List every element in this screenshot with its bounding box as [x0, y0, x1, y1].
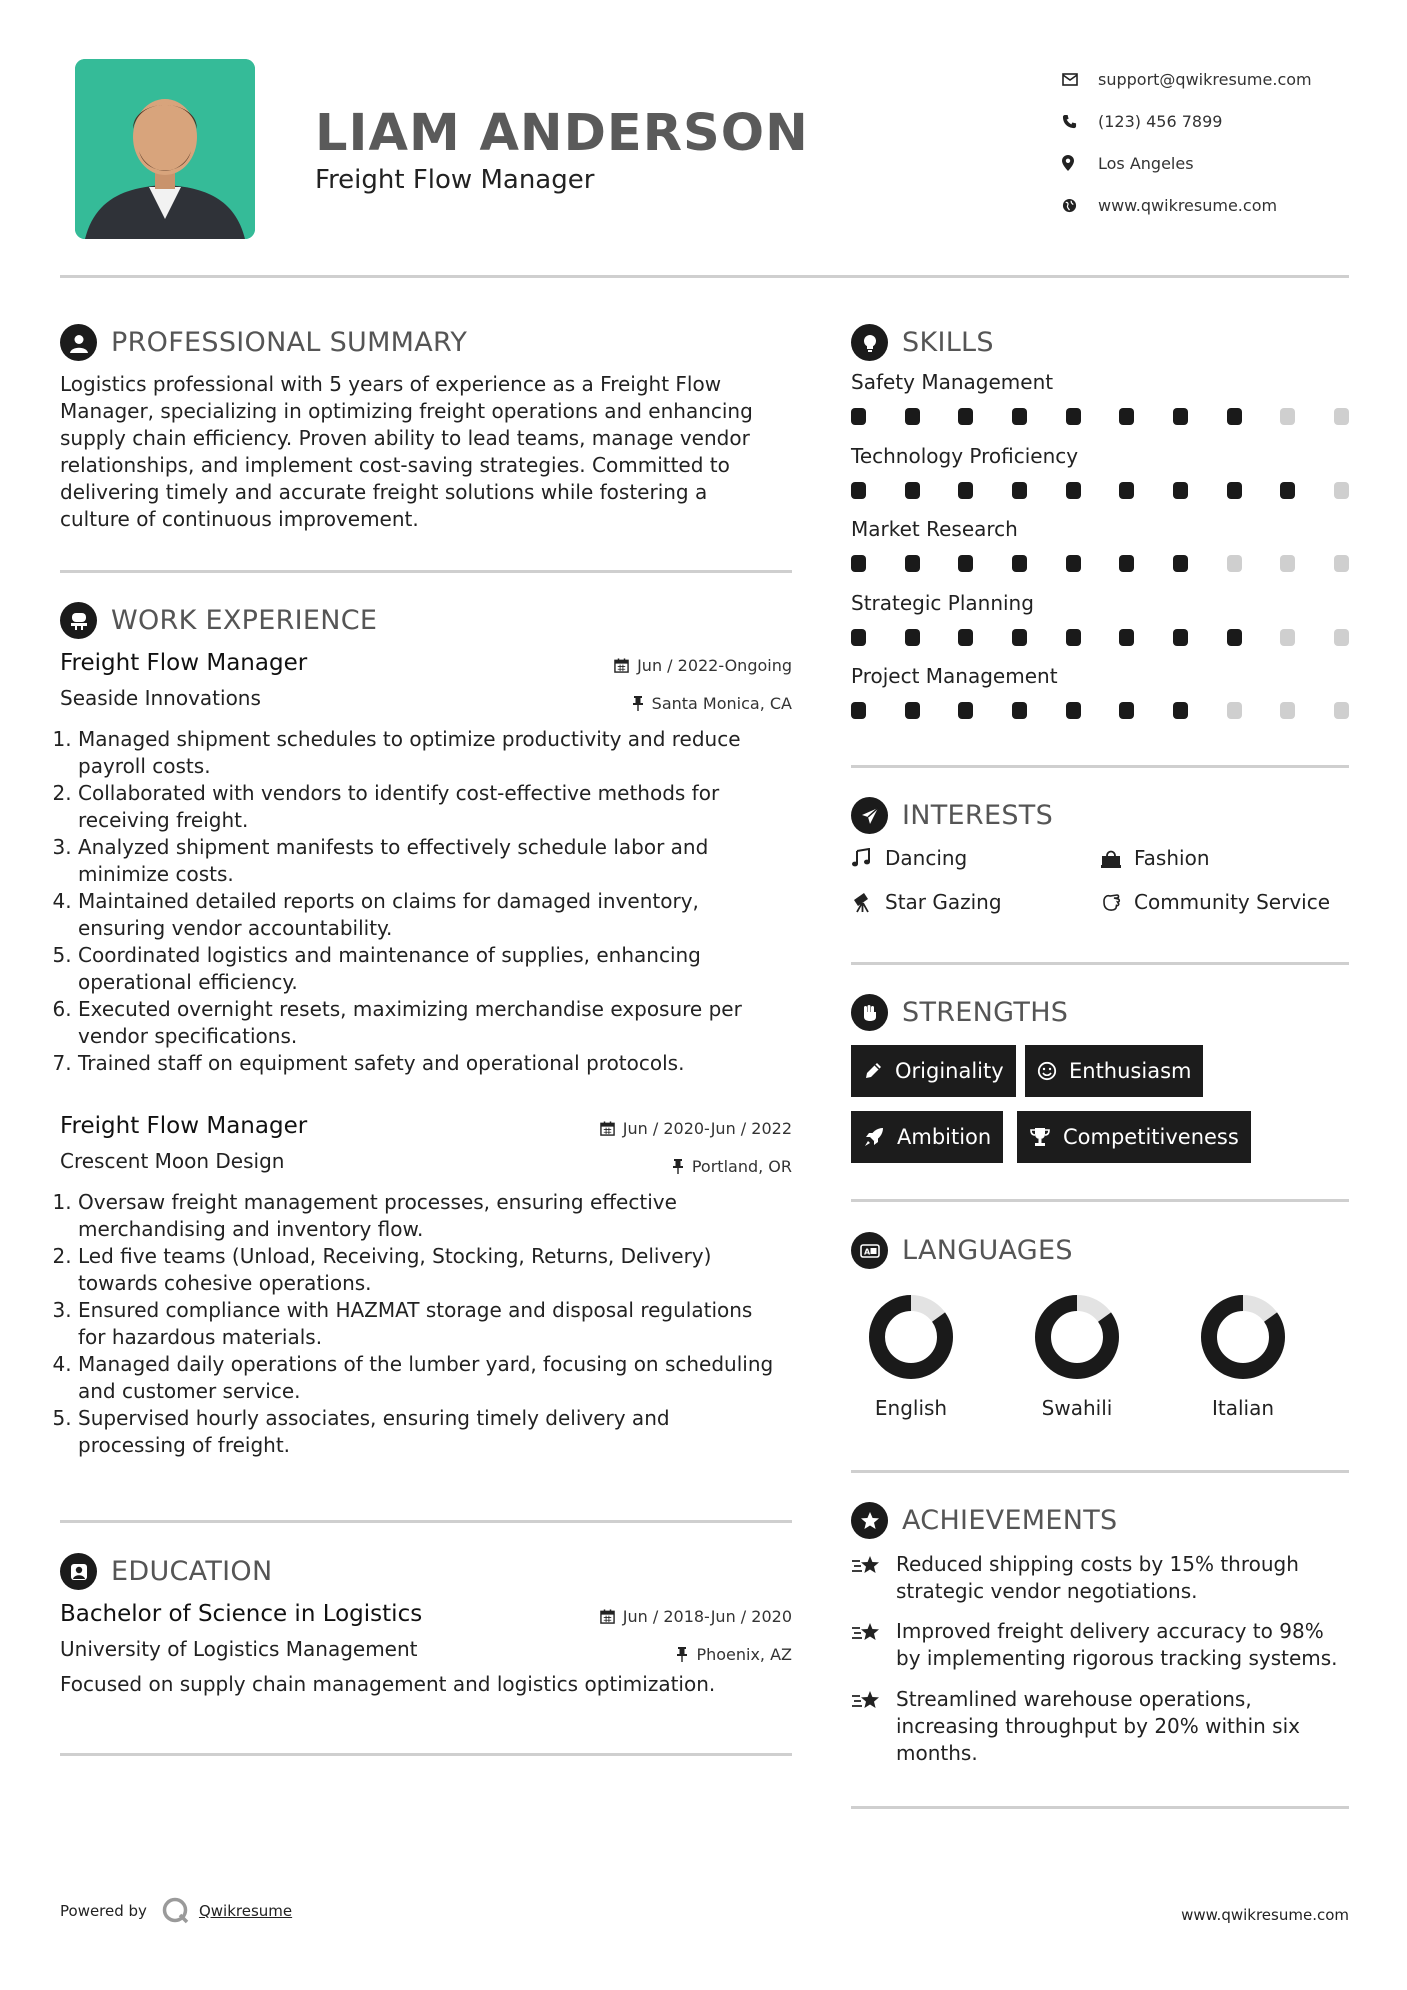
skill-dot-filled — [851, 629, 866, 646]
skill-dot-filled — [1173, 629, 1188, 646]
job-bullet: 4. Maintained detailed reports on claims for damaged inventory, ensuring vendor accountability. — [78, 888, 792, 942]
interest-label: Community Service — [1134, 890, 1331, 914]
language-proficiency-ring — [1200, 1294, 1286, 1380]
powered-by-text: Powered by — [60, 1902, 147, 1920]
skill-name: Strategic Planning — [851, 590, 1034, 615]
education-degree: Bachelor of Science in Logistics — [60, 1601, 423, 1627]
achievements-divider — [851, 1806, 1349, 1809]
skill-dot-filled — [851, 482, 866, 499]
job-date — [614, 656, 792, 675]
job-date-text: Jun / 2020-Jun / 2022 — [622, 1119, 792, 1138]
job-bullet-list — [60, 1189, 792, 1459]
job-bullet-list — [60, 726, 792, 1077]
skill-dot-filled — [1280, 482, 1295, 499]
pushpin-icon — [676, 1647, 688, 1662]
skill-dot-filled — [905, 629, 920, 646]
contact-email[interactable] — [1062, 58, 1312, 100]
qwikresume-logo-icon — [161, 1896, 191, 1926]
skill-name: Technology Proficiency — [851, 443, 1079, 468]
skill-dot-filled — [958, 629, 973, 646]
achievement-line: strategic vendor negotiations. — [896, 1579, 1198, 1603]
interest-item — [851, 846, 967, 870]
experience-divider — [60, 1520, 792, 1523]
education-location — [676, 1645, 792, 1664]
skill-dot-empty — [1280, 408, 1295, 425]
language-item — [1178, 1294, 1308, 1420]
achievement-line: Reduced shipping costs by 15% through — [896, 1552, 1299, 1576]
summary-section-header — [60, 324, 467, 361]
summary-line: delivering timely and accurate freight solutions while fostering a — [60, 480, 708, 504]
summary-line: Manager, specializing in optimizing freight operations and enhancing — [60, 399, 753, 423]
skill-dot-filled — [1173, 408, 1188, 425]
job-bullet: 6. Executed overnight resets, maximizing merchandise exposure per vendor specifications. — [78, 996, 792, 1050]
trophy-icon — [1029, 1126, 1051, 1148]
job-location-text: Portland, OR — [691, 1157, 792, 1176]
contact-location-text: Los Angeles — [1098, 153, 1194, 173]
job-entry — [60, 650, 792, 1077]
skill-dot-filled — [1119, 702, 1134, 719]
skill-dot-empty — [1280, 555, 1295, 572]
skill-dot-filled — [1119, 629, 1134, 646]
skill-name: Market Research — [851, 517, 1018, 541]
skill-dot-filled — [1012, 555, 1027, 572]
skill-dot-filled — [1066, 629, 1081, 646]
education-entry — [60, 1601, 792, 1698]
achievement-item — [851, 1686, 1351, 1767]
skill-dot-empty — [1227, 555, 1242, 572]
skill-rating — [851, 408, 1349, 425]
shooting-star-icon — [851, 1618, 896, 1672]
skill-dot-filled — [1066, 408, 1081, 425]
job-entry — [60, 1113, 792, 1459]
pushpin-icon — [632, 696, 644, 711]
skills-divider — [851, 765, 1349, 768]
education-heading: EDUCATION — [111, 1556, 273, 1587]
user-icon — [60, 324, 97, 361]
education-location-text: Phoenix, AZ — [696, 1645, 792, 1664]
skill-dot-empty — [1334, 408, 1349, 425]
education-section-header — [60, 1553, 272, 1590]
language-item — [846, 1294, 976, 1420]
interests-divider — [851, 962, 1349, 965]
experience-heading: WORK EXPERIENCE — [111, 605, 378, 636]
skill-dot-filled — [905, 408, 920, 425]
contact-email-text: support@qwikresume.com — [1098, 69, 1312, 89]
interest-label: Dancing — [885, 846, 968, 870]
interest-item — [1100, 890, 1330, 914]
language-name: Italian — [1211, 1396, 1275, 1420]
strengths-section-header — [851, 994, 1068, 1031]
achievement-line: increasing throughput by 20% within six — [896, 1714, 1300, 1738]
skill-item — [851, 370, 1349, 444]
interest-item — [851, 890, 1002, 914]
skill-name: Project Management — [851, 664, 1058, 688]
contact-website-text: www.qwikresume.com — [1098, 195, 1278, 215]
phone-icon — [1062, 114, 1098, 129]
interests-section-header — [851, 797, 1053, 834]
achievement-line: Improved freight delivery accuracy to 98% — [896, 1619, 1324, 1643]
skills-heading: SKILLS — [902, 327, 994, 358]
contact-list — [1062, 58, 1312, 226]
skill-dot-filled — [958, 408, 973, 425]
languages-section-header — [851, 1232, 1073, 1269]
paper-plane-icon — [851, 797, 888, 834]
skill-dot-filled — [1227, 408, 1242, 425]
strength-label: Originality — [895, 1059, 1004, 1083]
skill-dot-filled — [1119, 555, 1134, 572]
profile-photo — [75, 59, 255, 239]
strength-chip — [851, 1111, 1003, 1163]
pencil-icon — [863, 1061, 883, 1081]
contact-phone-text: (123) 456 7899 — [1098, 111, 1223, 131]
strengths-divider — [851, 1199, 1349, 1202]
rocket-icon — [863, 1126, 885, 1148]
experience-section-header — [60, 602, 377, 639]
interests-heading: INTERESTS — [902, 800, 1054, 831]
shooting-star-icon — [851, 1551, 896, 1605]
lightbulb-icon — [851, 324, 888, 361]
skill-rating — [851, 629, 1349, 646]
calendar-icon — [600, 1121, 615, 1136]
strengths-heading: STRENGTHS — [902, 997, 1069, 1028]
achievements-section-header — [851, 1502, 1118, 1539]
language-proficiency-ring — [1034, 1294, 1120, 1380]
job-company: Seaside Innovations — [60, 686, 261, 710]
skill-dot-filled — [1119, 408, 1134, 425]
skill-dot-filled — [1119, 482, 1134, 499]
skill-dot-empty — [1334, 629, 1349, 646]
skill-rating — [851, 702, 1349, 719]
skill-dot-empty — [1280, 629, 1295, 646]
job-bullet: 7. Trained staff on equipment safety and operational protocols. — [78, 1050, 792, 1077]
achievement-line: months. — [896, 1741, 978, 1765]
contact-phone[interactable] — [1062, 100, 1312, 142]
summary-line: supply chain efficiency. Proven ability to lead teams, manage vendor — [60, 426, 750, 450]
smile-icon — [1037, 1061, 1057, 1081]
skill-dot-filled — [1173, 482, 1188, 499]
summary-text — [60, 371, 800, 533]
candidate-name: LIAM ANDERSON — [315, 104, 809, 163]
job-location — [632, 694, 792, 713]
education-divider — [60, 1753, 792, 1756]
footer-website[interactable]: www.qwikresume.com — [1181, 1906, 1349, 1924]
interest-item — [1100, 846, 1210, 870]
strength-label: Enthusiasm — [1069, 1059, 1192, 1083]
svg-text:A: A — [863, 1247, 870, 1256]
skills-section-header — [851, 324, 994, 361]
job-bullet: 2. Collaborated with vendors to identify cost-effective methods for receiving freight. — [78, 780, 792, 834]
skill-dot-filled — [1066, 555, 1081, 572]
shopping-bag-icon — [1100, 848, 1134, 868]
job-date — [600, 1119, 792, 1138]
summary-line: relationships, and implement cost-saving strategies. Committed to — [60, 453, 730, 477]
skill-dot-filled — [1227, 629, 1242, 646]
job-date-text: Jun / 2022-Ongoing — [637, 656, 792, 675]
summary-divider — [60, 570, 792, 573]
achievement-item — [851, 1618, 1351, 1672]
map-pin-icon — [1062, 155, 1098, 171]
fist-icon — [851, 994, 888, 1031]
job-title: Freight Flow Manager — [60, 650, 308, 676]
job-bullet: 1. Oversaw freight management processes, ensuring effective merchandising and inventory flow. — [78, 1189, 792, 1243]
skill-dot-filled — [1012, 629, 1027, 646]
skill-dot-filled — [851, 555, 866, 572]
language-proficiency-ring — [868, 1294, 954, 1380]
skills-list — [851, 370, 1349, 738]
language-name: English — [874, 1396, 948, 1420]
candidate-title: Freight Flow Manager — [315, 165, 595, 195]
skill-dot-empty — [1334, 702, 1349, 719]
job-location — [672, 1157, 792, 1176]
strength-chip — [851, 1045, 1016, 1097]
skill-item — [851, 444, 1349, 518]
skill-dot-filled — [958, 702, 973, 719]
skill-rating — [851, 555, 1349, 572]
skill-dot-filled — [905, 482, 920, 499]
job-bullet: 3. Ensured compliance with HAZMAT storage and disposal regulations for hazardous materials. — [78, 1297, 792, 1351]
translate-icon — [851, 1232, 888, 1269]
strength-label: Competitiveness — [1063, 1125, 1239, 1149]
skill-dot-filled — [1173, 555, 1188, 572]
contact-location — [1062, 142, 1312, 184]
skill-dot-filled — [1173, 702, 1188, 719]
language-item — [1012, 1294, 1142, 1420]
interest-label: Fashion — [1134, 846, 1210, 870]
shooting-star-icon — [851, 1686, 896, 1767]
header-divider — [60, 275, 1349, 278]
achievements-heading: ACHIEVEMENTS — [902, 1505, 1118, 1536]
telescope-icon — [851, 891, 885, 913]
skill-dot-filled — [1066, 482, 1081, 499]
skill-item — [851, 517, 1349, 591]
strength-chip — [1025, 1045, 1203, 1097]
skill-item — [851, 591, 1349, 665]
skill-dot-filled — [905, 555, 920, 572]
skill-dot-filled — [905, 702, 920, 719]
job-title: Freight Flow Manager — [60, 1113, 308, 1139]
skill-dot-filled — [1227, 482, 1242, 499]
summary-heading: PROFESSIONAL SUMMARY — [111, 327, 468, 358]
language-name: Swahili — [1041, 1396, 1113, 1420]
achievement-line: by implementing rigorous tracking systems. — [896, 1646, 1338, 1670]
job-company: Crescent Moon Design — [60, 1149, 285, 1173]
summary-line: culture of continuous improvement. — [60, 507, 419, 531]
skill-dot-filled — [1012, 482, 1027, 499]
strength-chip — [1017, 1111, 1251, 1163]
star-badge-icon — [851, 1502, 888, 1539]
skill-dot-empty — [1334, 482, 1349, 499]
skill-dot-filled — [851, 408, 866, 425]
contact-website[interactable] — [1062, 184, 1312, 226]
job-bullet: 3. Analyzed shipment manifests to effectively schedule labor and minimize costs. — [78, 834, 792, 888]
achievement-line: Streamlined warehouse operations, — [896, 1687, 1252, 1711]
education-school: University of Logistics Management — [60, 1637, 418, 1661]
education-date-text: Jun / 2018-Jun / 2020 — [622, 1607, 792, 1626]
strength-label: Ambition — [897, 1125, 992, 1149]
job-bullet: 5. Supervised hourly associates, ensuring timely delivery and processing of freight. — [78, 1405, 792, 1459]
graduate-icon — [60, 1553, 97, 1590]
skill-rating — [851, 482, 1349, 499]
job-location-text: Santa Monica, CA — [651, 694, 792, 713]
envelope-icon — [1062, 73, 1098, 86]
skill-dot-empty — [1280, 702, 1295, 719]
languages-divider — [851, 1470, 1349, 1473]
skill-dot-filled — [1066, 702, 1081, 719]
skill-name: Safety Management — [851, 370, 1054, 394]
hand-icon — [1100, 891, 1134, 913]
globe-icon — [1062, 198, 1098, 213]
skill-dot-empty — [1334, 555, 1349, 572]
skill-item — [851, 664, 1349, 738]
languages-heading: LANGUAGES — [902, 1235, 1073, 1266]
pushpin-icon — [672, 1159, 684, 1174]
job-bullet: 4. Managed daily operations of the lumber yard, focusing on scheduling and customer service. — [78, 1351, 792, 1405]
job-bullet: 2. Led five teams (Unload, Receiving, Stocking, Returns, Delivery) towards cohesive operations. — [78, 1243, 792, 1297]
footer-powered-by — [60, 1896, 292, 1926]
education-date — [600, 1607, 792, 1626]
skill-dot-filled — [958, 482, 973, 499]
skill-dot-filled — [1012, 702, 1027, 719]
person-photo-icon — [75, 59, 255, 239]
calendar-icon — [614, 658, 629, 673]
skill-dot-filled — [958, 555, 973, 572]
job-bullet: 5. Coordinated logistics and maintenance of supplies, enhancing operational efficiency. — [78, 942, 792, 996]
job-bullet: 1. Managed shipment schedules to optimize productivity and reduce payroll costs. — [78, 726, 792, 780]
skill-dot-filled — [1012, 408, 1027, 425]
music-note-icon — [851, 848, 885, 868]
summary-line: Logistics professional with 5 years of experience as a Freight Flow — [60, 372, 722, 396]
calendar-icon — [600, 1609, 615, 1624]
skill-dot-empty — [1227, 702, 1242, 719]
achievement-item — [851, 1551, 1351, 1605]
briefcase-icon — [60, 602, 97, 639]
interest-label: Star Gazing — [885, 890, 1002, 914]
skill-dot-filled — [851, 702, 866, 719]
qwikresume-link[interactable]: Qwikresume — [198, 1902, 293, 1920]
education-description: Focused on supply chain management and logistics optimization. — [60, 1672, 716, 1696]
